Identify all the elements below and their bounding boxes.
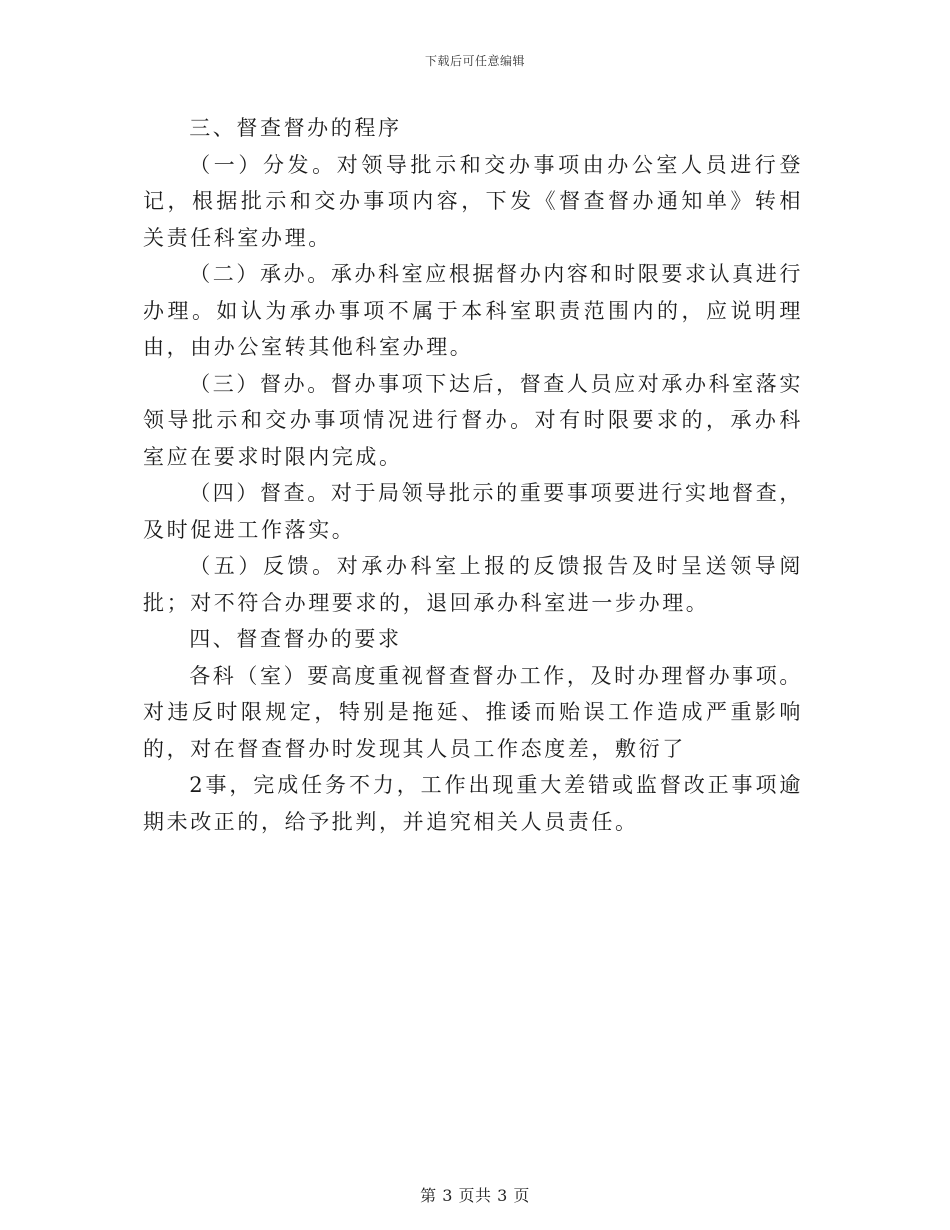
document-body — [143, 110, 803, 840]
header-note: 下载后可任意编辑 — [424, 54, 525, 68]
section-heading-requirements: 四、督查督办的要求 — [189, 627, 402, 651]
procedure-item-inspect: （四）督查。对于局领导批示的重要事项要进行实地督查，及时促进工作落实。 — [143, 481, 803, 542]
section-procedure — [143, 110, 803, 621]
procedure-item-feedback: （五）反馈。对承办科室上报的反馈报告及时呈送领导阅批；对不符合办理要求的，退回承办科室进一步办理。 — [143, 554, 803, 615]
procedure-item-distribute: （一）分发。对领导批示和交办事项由办公室人员进行登记，根据批示和交办事项内容，下发《督查督办通知单》转相关责任科室办理。 — [143, 152, 803, 250]
procedure-item-undertake: （二）承办。承办科室应根据督办内容和时限要求认真进行办理。如认为承办事项不属于本科室职责范围内的，应说明理由，由办公室转其他科室办理。 — [143, 262, 803, 359]
section-requirements — [143, 621, 803, 840]
section-heading-procedure: 三、督查督办的程序 — [189, 116, 402, 140]
procedure-item-supervise: （三）督办。督办事项下达后，督查人员应对承办科室落实领导批示和交办事项情况进行督办。对有时限要求的，承办科室应在要求时限内完成。 — [143, 371, 803, 469]
page-number: 第 3 页共 3 页 — [420, 1186, 530, 1205]
requirements-paragraph: 各科（室）要高度重视督查督办工作，及时办理督办事项。对违反时限规定，特别是拖延、推诿而贻误工作造成严重影响的，对在督查督办时发现其人员工作态度差，敷衍了 — [143, 663, 803, 761]
requirements-paragraph-continued: 2事，完成任务不力，工作出现重大差错或监督改正事项逾期未改正的，给予批判，并追究相关人员责任。 — [143, 773, 803, 834]
